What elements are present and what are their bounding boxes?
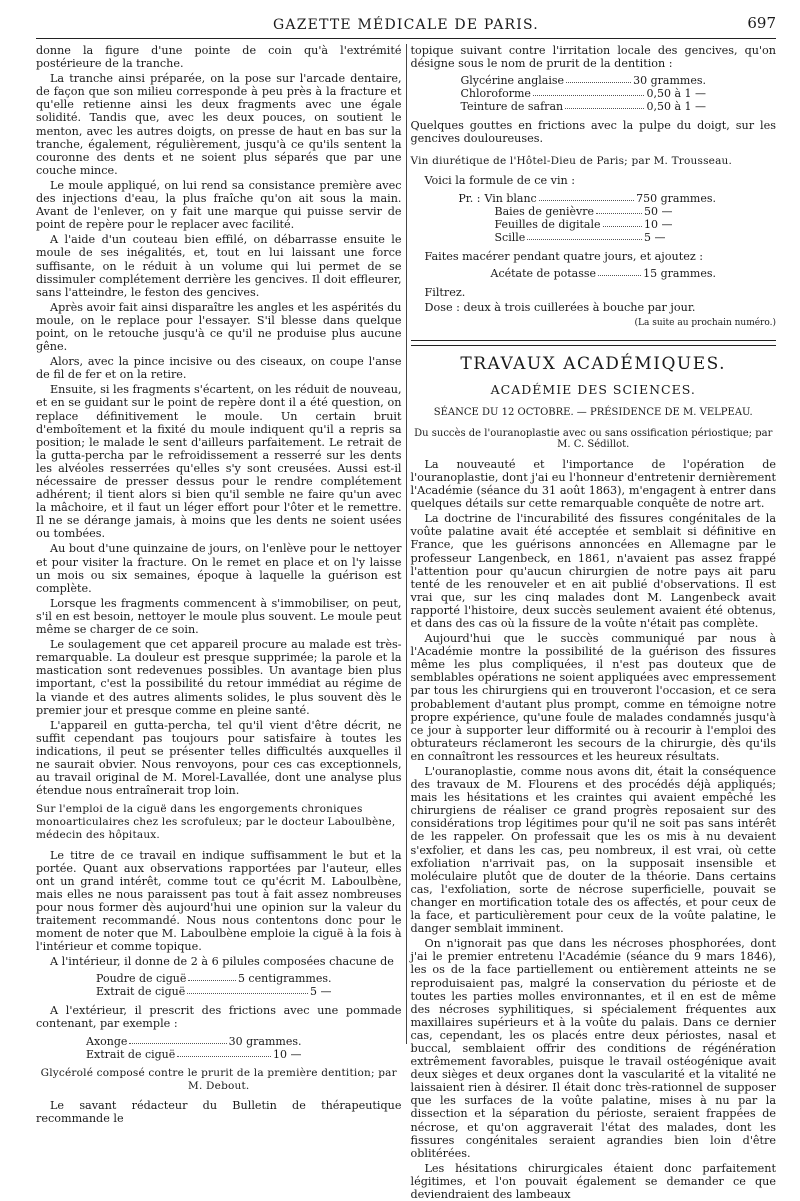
paragraph: Les hésitations chirurgicales étaient donc parfaitement légitimes, et l'on pouvait également se demander ce que deviendraient des lambeaux bbox=[410, 1161, 776, 1201]
paragraph: A l'intérieur, il donne de 2 à 6 pilules composées chacune de bbox=[50, 955, 394, 969]
paragraph: Le moule appliqué, on lui rend sa consistance première avec des injections d'eau, la plus fraîche qu'on ait sous la main. Avant de l'enlever, on y fait une marque qui puisse servir de point de repère pour le replacer avec facilité. bbox=[36, 178, 402, 232]
formula-row: Chloroforme 0,50 à 1 — bbox=[460, 87, 706, 101]
formula-row: Extrait de ciguë 5 — bbox=[96, 985, 332, 999]
formula-row: Feuilles de digitale 10 — bbox=[494, 217, 673, 231]
formula-pilules bbox=[36, 972, 402, 998]
session-heading: SÉANCE DU 12 OCTOBRE. — PRÉSIDENCE DE M. VELPEAU. bbox=[433, 406, 753, 418]
formula-vin-addition bbox=[411, 267, 777, 280]
left-column bbox=[36, 44, 402, 1125]
continued-note: (La suite au prochain numéro.) bbox=[634, 317, 776, 328]
paragraph: Aujourd'hui que le succès communiqué par nous à l'Académie montre la possibilité de la guérison des fissures même les plus compliquées, il n'est pas douteux que de semblables opérations ne soient appliquées avec empressement par tous les chirurgiens qui en trouveront l'occasion, et ce sera probablement d'autant plus prompt, comme en témoigne notre propre expérience, qu'une foule de malades condamnés jusqu'à ce jour à supporter leur difformité ou à recourir à l'emploi des obturateurs réclameront les secours de la chirurgie, dès qu'ils en connaîtront les ressources et les heureux résultats. bbox=[410, 632, 776, 763]
formula-pommade bbox=[36, 1035, 402, 1061]
formula-row: Pr. : Vin blanc 750 grammes. bbox=[458, 191, 716, 205]
paragraph: Filtrez. bbox=[424, 285, 466, 299]
paragraph: Alors, avec la pince incisive ou des ciseaux, on coupe l'anse de fil de fer et on la retire. bbox=[36, 355, 402, 382]
section-divider bbox=[411, 340, 777, 346]
two-column-body bbox=[36, 44, 776, 1201]
paragraph: On n'ignorait pas que dans les nécroses phosphorées, dont j'ai le premier entretenu l'Académie (séance du 9 mars 1846), les os de la face partiellement ou entièrement atteints ne se reproduisaient pas, malgré la conservation du périoste et de toutes les parties molles environnantes, et il en est de même des nécroses syphilitiques, si spécialement fréquentes aux maxillaires supérieurs et à la voûte du palais. Dans ce dernier cas, cependant, les os placés entre deux périostes, nasal et buccal, semblaient offrir des conditions de régénération extrêmement favorables, puisque le travail ostéogénique avait deux sièges et deux organes dont la vascularité et la vitalité ne laissaient rien à désirer. Il était donc très-rationnel de supposer que les surfaces de la voûte palatine, mises à nu par la dissection et la séparation du périoste, seraient frappées de nécrose, et qu'on aggraverait l'état des malades, dont les fissures congénitales seraient agrandies bien loin d'être oblitérées. bbox=[410, 937, 776, 1160]
formula-row: Poudre de ciguë 5 centigrammes. bbox=[96, 972, 332, 986]
column-rule bbox=[406, 44, 407, 1044]
formula-row: Acétate de potasse 15 grammes. bbox=[490, 266, 716, 280]
paragraph: Ensuite, si les fragments s'écartent, on les réduit de nouveau, et en se guidant sur le point de repère dont il a été question, on replace définitivement le moule. Un certain bruit d'emboîtement et la fixité du moule indiquent qu'il a repris sa position; le malade le sent d'ailleurs parfaitement. Le retrait de la gutta-percha par le refroidissement a resserré sur les dents les alvéoles resserrées qu'elles s'y sont creusées. Aussi est-il nécessaire de presser dessus pour le rendre complétement adhérent; il tient alors si bien qu'il semble ne faire qu'un avec la mâchoire, et il faut un léger effort pour l'ôter et le remettre. Il ne se dérange jamais, à moins que les dents ne soient usées ou tombées. bbox=[36, 383, 402, 541]
paragraph: donne la figure d'une pointe de coin qu'à l'extrémité postérieure de la tranche. bbox=[36, 44, 402, 71]
formula-row: Glycérine anglaise 30 grammes. bbox=[460, 74, 706, 88]
journal-page bbox=[36, 8, 776, 1201]
paragraph: La nouveauté et l'importance de l'opération de l'ouranoplastie, dont j'ai eu l'honneur d'entretenir dernièrement l'Académie (séance du 31 août 1863), m'engagent à entrer dans quelques détails sur cette remarquable conquête de notre art. bbox=[410, 457, 776, 511]
paragraph: Après avoir fait ainsi disparaître les angles et les aspérités du moule, on le replace pour l'essayer. S'il blesse dans quelque point, on le retouche jusqu'à ce qu'il ne produise plus aucune gêne. bbox=[36, 300, 402, 354]
paragraph: Le titre de ce travail en indique suffisamment le but et la portée. Quant aux observations rapportées par l'auteur, elles ont un grand intérêt, comme tout ce qu'écrit M. Laboulbène, mais elles ne nous paraissent pas tout à fait assez nombreuses pour nous former dès aujourd'hui une opinion sur la valeur du traitement recommandé. Nous nous contentons donc pour le moment de noter que M. Laboulbène emploie la ciguë à la fois à l'intérieur et comme topique. bbox=[36, 848, 402, 954]
paragraph: La tranche ainsi préparée, on la pose sur l'arcade dentaire, de façon que son milieu corresponde à peu près à la fracture et qu'elle retienne ainsi les deux fragments avec une égale solidité. Tandis que, avec les deux pouces, on soutient le menton, avec les autres doigts, on presse de haut en bas sur la tranche, également, régulièrement, jusqu'à ce qu'ils sentent la couronne des dents et ne soient plus séparés que par une couche mince. bbox=[36, 72, 402, 177]
paragraph: La doctrine de l'incurabilité des fissures congénitales de la voûte palatine avait été acceptée et semblait si définitive en France, que les guérisons annoncées en Allemagne par le professeur Langenbeck, en 1861, n'avaient pas assez frappé l'attention pour qu'aucun chirurgien de notre pays ait paru tenté de les renouveler et en ait publié d'observations. Il est vrai que, sur les cinq malades dont M. Langenbeck avait rapporté l'histoire, deux succès seulement avaient été obtenus, et dans des cas où la fissure de la voûte n'était pas complète. bbox=[410, 512, 776, 630]
formula-row: Scille 5 — bbox=[494, 230, 666, 244]
right-column bbox=[410, 44, 777, 1201]
paragraph: Faites macérer pendant quatre jours, et ajoutez : bbox=[424, 249, 704, 263]
paragraph: topique suivant contre l'irritation locale des gencives, qu'on désigne sous le nom de prurit de la dentition : bbox=[410, 44, 776, 71]
paragraph: L'appareil en gutta-percha, tel qu'il vient d'être décrit, ne suffit cependant pas toujours pour satisfaire à toutes les indications, il peut se présenter telles difficultés auxquelles il ne saurait obvier. Nous renvoyons, pour ces cas exceptionnels, au travail original de M. Morel-Lavallée, dont une analyse plus étendue nous entraînerait trop loin. bbox=[36, 718, 402, 798]
paragraph: Le savant rédacteur du Bulletin de thérapeutique recommande le bbox=[36, 1098, 402, 1125]
paragraph: L'ouranoplastie, comme nous avons dit, était la conséquence des travaux de M. Flourens et des procédés déjà appliqués; mais les hésitations et les craintes qui avaient empêché les chirurgiens de réaliser ce grand progrès reposaient sur des considérations trop légitimes pour qu'il ne soit pas sans intérêt de les rappeler. On professait que les os mis à nu devaient s'exfolier, et dans les cas, peu nombreux, il est vrai, où cette exfoliation n'arrivait pas, on la supposait insensible et moléculaire plutôt que de douter de la théorie. Dans certains cas, l'exfoliation, sorte de nécrose superficielle, pouvait se changer en mortification totale des os affectés, et pour ceux de la face, et particulièrement pour ceux de la voûte palatine, le danger semblait imminent. bbox=[410, 765, 776, 936]
formula-glycerole bbox=[411, 74, 777, 113]
section-title: TRAVAUX ACADÉMIQUES. bbox=[460, 353, 727, 374]
paragraph: Dose : deux à trois cuillerées à bouche par jour. bbox=[424, 300, 696, 314]
academy-heading: ACADÉMIE DES SCIENCES. bbox=[490, 381, 696, 397]
page-number: 697 bbox=[747, 14, 776, 32]
paragraph: Voici la formule de ce vin : bbox=[424, 174, 576, 188]
paragraph: Le soulagement que cet appareil procure au malade est très-remarquable. La douleur est presque supprimée; la parole et la mastication sont redevenues possibles. Un avantage bien plus important, c'est la possibilité du retour immédiat au régime de la viande et des autres aliments solides, le plus souvent dès le premier jour et presque comme en pleine santé. bbox=[36, 638, 402, 717]
formula-vin bbox=[411, 192, 777, 244]
journal-title: GAZETTE MÉDICALE DE PARIS. bbox=[273, 17, 539, 33]
article-title-cigue: Sur l'emploi de la ciguë dans les engorgements chroniques monoarticulaires chez les scrofuleux; par le docteur Laboulbène, médecin des hôpitaux. bbox=[36, 803, 396, 842]
formula-row: Teinture de safran 0,50 à 1 — bbox=[460, 100, 706, 114]
paragraph: Lorsque les fragments commencent à s'immobiliser, on peut, s'il en est besoin, nettoyer le moule plus souvent. Le moule peut même se charger de ce soin. bbox=[36, 596, 402, 637]
article-title-ouranoplastie: Du succès de l'ouranoplastie avec ou sans ossification périostique; par M. C. Sédillot. bbox=[414, 427, 773, 450]
paragraph: A l'aide d'un couteau bien effilé, on débarrasse ensuite le moule de ses inégalités, et, tout en lui laissant une force suffisante, on le réduit à un volume qui lui permet de se dissimuler complétement derrière les gencives. Il doit effleurer, sans l'atteindre, le feston des gencives. bbox=[36, 233, 402, 299]
formula-row: Extrait de ciguë 10 — bbox=[86, 1047, 302, 1061]
article-title-glycerole: Glycérolé composé contre le prurit de la première dentition; par M. Debout. bbox=[40, 1066, 397, 1092]
formula-row: Axonge 30 grammes. bbox=[86, 1034, 302, 1048]
article-title-vin: Vin diurétique de l'Hôtel-Dieu de Paris; par M. Trousseau. bbox=[410, 155, 733, 168]
page-header bbox=[36, 8, 776, 39]
paragraph: Au bout d'une quinzaine de jours, on l'enlève pour le nettoyer et pour visiter la fracture. On le remet en place et on l'y laisse un mois ou six semaines, époque à laquelle la guérison est complète. bbox=[36, 542, 402, 595]
paragraph: Quelques gouttes en frictions avec la pulpe du doigt, sur les gencives douloureuses. bbox=[410, 119, 776, 146]
paragraph: A l'extérieur, il prescrit des frictions avec une pommade contenant, par exemple : bbox=[36, 1004, 402, 1031]
formula-row: Baies de genièvre 50 — bbox=[494, 204, 673, 218]
